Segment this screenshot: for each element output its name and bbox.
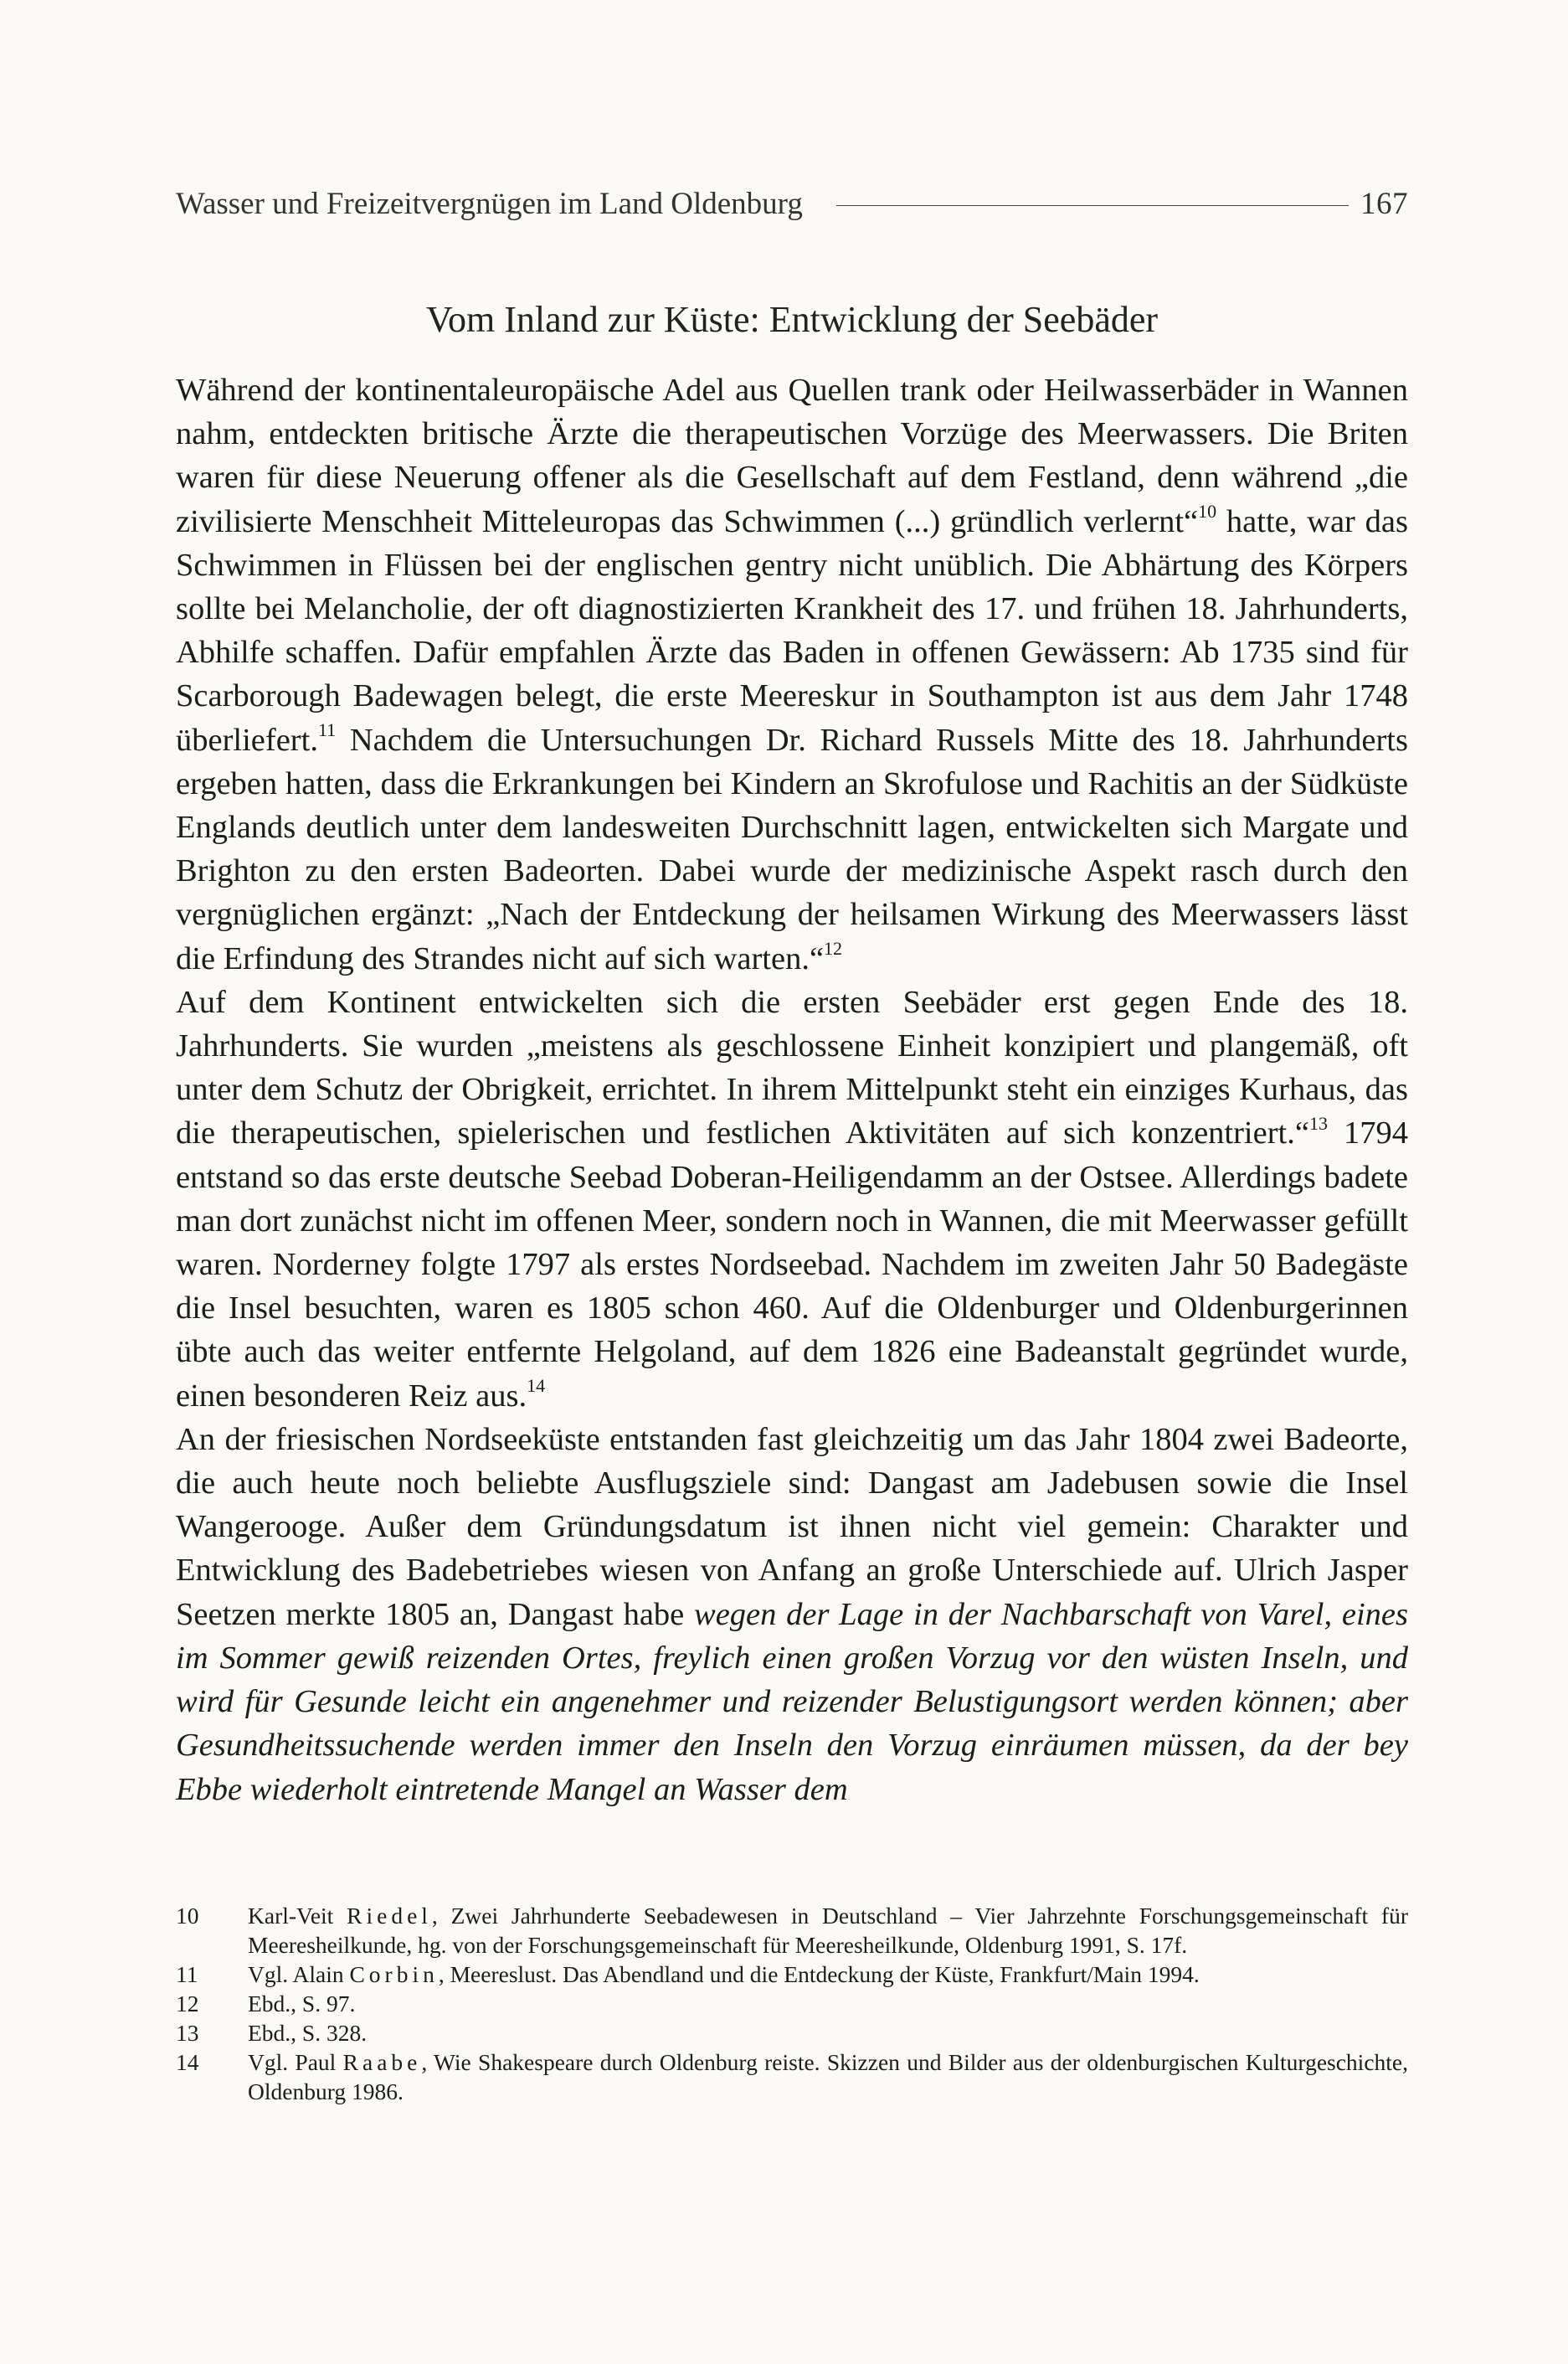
footnote-ref-14: 14: [527, 1374, 546, 1396]
footnote-post: , Meereslust. Das Abendland und die Entdeckung der Küste, Frankfurt/Main 1994.: [438, 1961, 1200, 1987]
footnote-text: Ebd., S. 97.: [248, 1991, 356, 2016]
section-title: Vom Inland zur Küste: Entwicklung der Seebäder: [425, 299, 1159, 340]
author-name: Corbin: [349, 1961, 439, 1987]
footnote-number: 12: [176, 1991, 199, 2016]
footnote-text: [248, 1901, 1408, 1960]
footnote-text: [248, 1960, 1408, 1989]
text-run: Nachdem die Untersuchungen Dr. Richard Russels Mitte des 18. Jahrhunderts ergeben hatten, dass die Erkrankungen bei Kindern an Skrofulose und Rachitis an der Südküste Englands deutlich unter dem landesweiten Durchschnitt lagen, entwickelten sich Margate und Brighton zu den ersten Badeorten. Dabei wurde der medizinische Aspekt rasch durch den vergnüglichen ergänzt: „Nach der Entdeckung der heilsamen Wirkung des Meerwassers lässt die Erfindung des Strandes nicht auf sich warten.“: [176, 722, 1408, 976]
running-head: [176, 186, 1408, 222]
italic-quote: wegen der Lage in der Nachbarschaft von Varel, eines im Sommer gewiß reizenden Ortes, freylich einen großen Vorzug vor den wüsten Inseln, und wird für Gesunde leicht ein angenehmer und reizender Belustigungsort werden können; aber Gesundheitssuchende werden immer den Inseln den Vorzug einräumen müssen, da der bey Ebbe wiederholt eintretende Mangel an Wasser dem: [176, 1596, 1408, 1807]
footnote-13: [176, 2018, 1408, 2047]
footnote-pre: Vgl. Paul: [248, 2049, 343, 2075]
footnote-14: [176, 2047, 1408, 2106]
footnote-number: 13: [176, 2020, 199, 2046]
footnote-post: , Zwei Jahrhunderte Seebadewesen in Deutschland – Vier Jahrzehnte Forschungsgemeinschaft für Meeresheilkunde, hg. von der Forschungsgemeinschaft für Meeresheilkunde, Oldenburg 1991, S. 17f.: [248, 1903, 1408, 1958]
author-name: Riedel: [347, 1903, 432, 1929]
footnote-number: 11: [176, 1961, 198, 1987]
text-run: 1794 entstand so das erste deutsche Seebad Doberan-Heiligendamm an der Ostsee. Allerdings badete man dort zunächst nicht im offenen Meer, sondern noch in Wannen, die mit Meerwasser gefüllt waren. Norderney folgte 1797 als erstes Nordseebad. Nachdem im zweiten Jahr 50 Badegäste die Insel besuchten, waren es 1805 schon 460. Auf die Oldenburger und Oldenburgerinnen übte auch das weiter entfernte Helgoland, auf dem 1826 eine Badeanstalt gegründet wurde, einen besonderen Reiz aus.: [176, 1115, 1408, 1414]
footnote-text: [248, 2047, 1408, 2106]
text-run: Während der kontinentaleuropäische Adel aus Quellen trank oder Heilwasserbäder in Wannen nahm, entdeckten britische Ärzte die therapeutischen Vorzüge des Meerwassers. Die Briten waren für diese Neuerung offener als die Gesellschaft auf dem Festland, denn während „die zivilisierte Menschheit Mitteleuropas das Schwimmen (...) gründlich verlernt“: [176, 373, 1408, 539]
body-text: [176, 368, 1408, 1811]
text-run: hatte, war das Schwimmen in Flüssen bei der englischen gentry nicht unüblich. Die Abhärtung des Körpers sollte bei Melancholie, der oft diagnostizierten Krankheit des 17. und frühen 18. Jahrhunderts, Abhilfe schaffen. Dafür empfahlen Ärzte das Baden in offenen Gewässern: Ab 1735 sind für Scarborough Badewagen belegt, die erste Meereskur in Southampton ist aus dem Jahr 1748 überliefert.: [176, 503, 1408, 758]
footnote-ref-11: 11: [317, 718, 337, 740]
paragraph-1: [176, 368, 1408, 981]
running-title: Wasser und Freizeitvergnügen im Land Oldenburg: [176, 187, 803, 221]
footnote-10: [176, 1901, 1408, 1960]
footnote-11: [176, 1960, 1408, 1989]
footnote-pre: Vgl. Alain: [248, 1961, 350, 1987]
footnote-pre: Karl-Veit: [248, 1903, 347, 1929]
paragraph-2: [176, 981, 1408, 1418]
author-name: Raabe: [342, 2049, 422, 2075]
paragraph-3: [176, 1418, 1408, 1811]
footnote-number: 14: [176, 2049, 199, 2075]
footnote-ref-10: 10: [1198, 500, 1217, 522]
text-run: Auf dem Kontinent entwickelten sich die ersten Seebäder erst gegen Ende des 18. Jahrhunderts. Sie wurden „meistens als geschlossene Einheit konzipiert und plangemäß, oft unter dem Schutz der Obrigkeit, errichtet. In ihrem Mittelpunkt steht ein einziges Kurhaus, das die therapeutischen, spielerischen und festlichen Aktivitäten auf sich konzentriert.“: [176, 984, 1408, 1151]
footnote-number: 10: [176, 1903, 199, 1929]
footnote-post: , Wie Shakespeare durch Oldenburg reiste. Skizzen und Bilder aus der oldenburgischen Kulturgeschichte, Oldenburg 1986.: [248, 2049, 1409, 2104]
footnote-ref-12: 12: [824, 937, 843, 959]
footnote-text: Ebd., S. 328.: [248, 2020, 368, 2046]
footnote-12: [176, 1989, 1408, 2018]
page-number: 167: [1360, 187, 1408, 221]
footnotes: [176, 1901, 1408, 2106]
header-rule: [836, 205, 1349, 206]
footnote-ref-13: 13: [1308, 1112, 1328, 1134]
text-run: An der friesischen Nordseeküste entstanden fast gleichzeitig um das Jahr 1804 zwei Badeorte, die auch heute noch beliebte Ausflugsziele sind: Dangast am Jadebusen sowie die Insel Wangerooge. Außer dem Gründungsdatum ist ihnen nicht viel gemein: Charakter und Entwicklung des Badebetriebes wiesen von Anfang an große Unterschiede auf. Ulrich Jasper Seetzen merkte 1805 an, Dangast habe: [176, 1421, 1408, 1632]
